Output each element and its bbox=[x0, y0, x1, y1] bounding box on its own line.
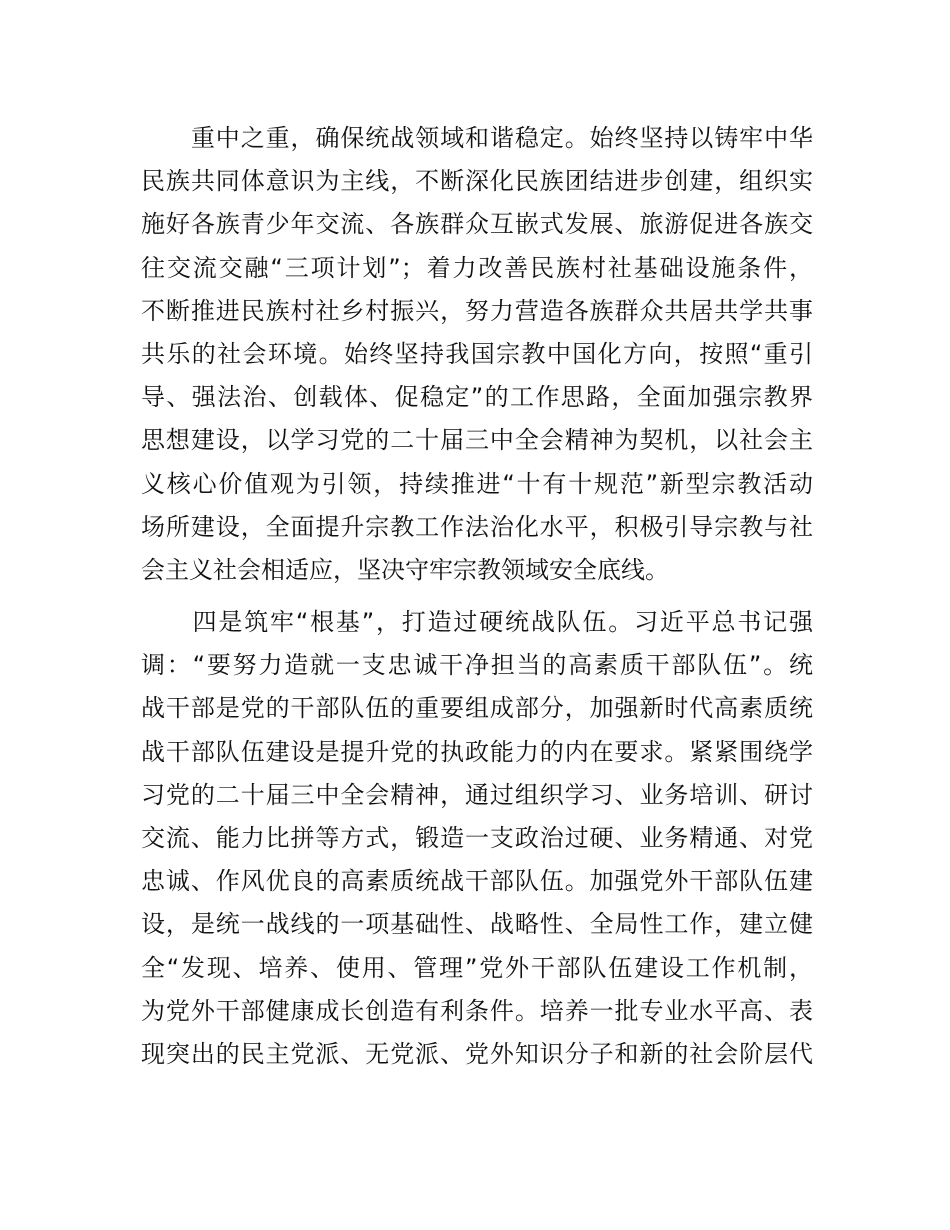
text-line: 施好各族青少年交流、各族群众互嵌式发展、旅游促进各族交 bbox=[141, 210, 813, 239]
paragraph-united-front-stability bbox=[141, 117, 813, 592]
text-line: 四是筑牢“根基”，打造过硬统战队伍。习近平总书记强 bbox=[141, 608, 813, 637]
text-line: 不断推进民族村社乡村振兴，努力营造各族群众共居共学共事 bbox=[141, 296, 813, 325]
text-line: 设，是统一战线的一项基础性、战略性、全局性工作，建立健 bbox=[141, 910, 813, 939]
paragraph-united-front-team bbox=[141, 601, 813, 1076]
text-line: 导、强法治、创载体、促稳定”的工作思路，全面加强宗教界 bbox=[141, 383, 813, 412]
text-line: 会主义社会相适应，坚决守牢宗教领域安全底线。 bbox=[141, 555, 669, 584]
text-line: 共乐的社会环境。始终坚持我国宗教中国化方向，按照“重引 bbox=[141, 339, 813, 368]
text-line: 重中之重，确保统战领域和谐稳定。始终坚持以铸牢中华 bbox=[141, 124, 813, 152]
text-line: 现突出的民主党派、无党派、党外知识分子和新的社会阶层代 bbox=[141, 1039, 813, 1068]
text-line: 为党外干部健康成长创造有利条件。培养一批专业水平高、表 bbox=[141, 996, 813, 1025]
text-line: 民族共同体意识为主线，不断深化民族团结进步创建，组织实 bbox=[141, 167, 813, 196]
text-line: 交流、能力比拼等方式，锻造一支政治过硬、业务精通、对党 bbox=[141, 824, 813, 852]
text-line: 往交流交融“三项计划”；着力改善民族村社基础设施条件， bbox=[141, 253, 813, 282]
text-line: 全“发现、培养、使用、管理”党外干部队伍建设工作机制， bbox=[141, 953, 813, 982]
text-line: 战干部是党的干部队伍的重要组成部分，加强新时代高素质统 bbox=[141, 694, 813, 723]
text-line: 战干部队伍建设是提升党的执政能力的内在要求。紧紧围绕学 bbox=[141, 737, 813, 766]
text-line: 思想建设，以学习党的二十届三中全会精神为契机，以社会主 bbox=[141, 426, 813, 455]
paragraph-spacing bbox=[141, 592, 813, 601]
text-line: 场所建设，全面提升宗教工作法治化水平，积极引导宗教与社 bbox=[141, 512, 813, 541]
text-line: 义核心价值观为引领，持续推进“十有十规范”新型宗教活动 bbox=[141, 469, 813, 498]
document-body bbox=[141, 117, 813, 1076]
text-line: 习党的二十届三中全会精神，通过组织学习、业务培训、研讨 bbox=[141, 780, 813, 809]
text-line: 调：“要努力造就一支忠诚干净担当的高素质干部队伍”。统 bbox=[141, 651, 813, 680]
text-line: 忠诚、作风优良的高素质统战干部队伍。加强党外干部队伍建 bbox=[141, 867, 813, 896]
